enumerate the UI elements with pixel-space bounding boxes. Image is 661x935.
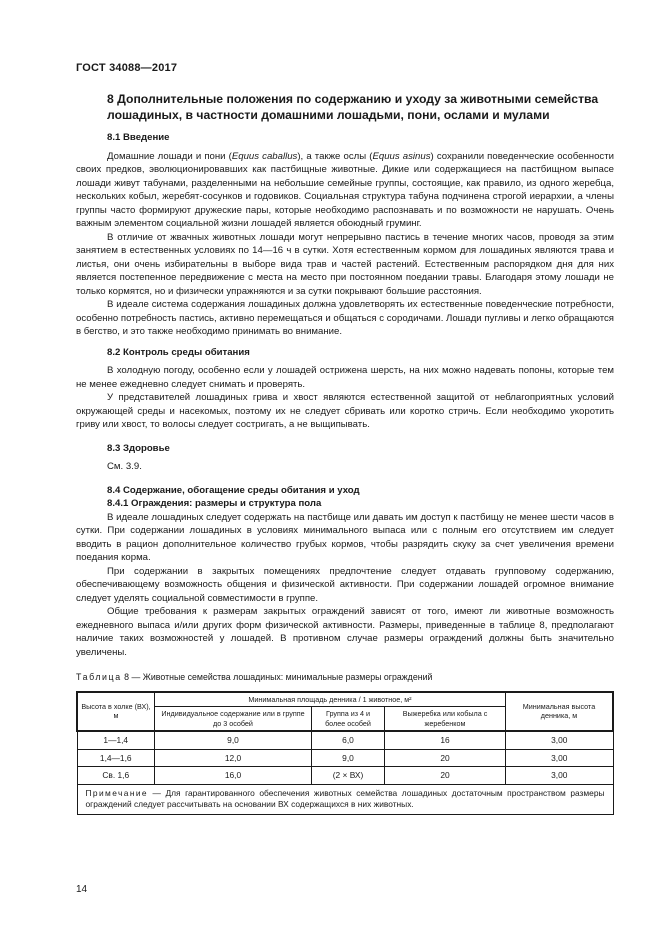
latin-name-donkey: Equus asinus [372, 150, 431, 162]
paragraph-8-1-2: В отличие от жвачных животных лошади могут непрерывно пастись в течение многих часов, проводя за этим занятием в естественных условиях по 14—16 ч в сутки. Хотя естественным кормом для лошадиных являются трава и листья, они очень избирательны в выборе вида трав и частей растений. Естественным распорядком дня для них является постепенное передвижение с места на место при постоянном поедании травы. Благодаря этому лошади не только кормятся, но и физически упражняются и за сутки покрывают большие расстояния. [76, 231, 614, 297]
paragraph-8-4-1: В идеале лошадиных следует содержать на пастбище или давать им доступ к пастбищу не менее шести часов в сутки. При содержании лошадиных в условиях минимального выпаса или с полным его отсутствием им следует вводить в рацион дополнительное количество грубых кормов, чтобы разрядить скуку за счет увеличения времени поедания корма. [76, 511, 614, 563]
paragraph-8-3-1: См. 3.9. [107, 461, 142, 472]
header-height: Высота в холке (ВХ), м [77, 692, 155, 732]
paragraph-8-2-2: У представителей лошадиных грива и хвост являются естественной защитой от неблагоприятных условий окружающей среды и насекомых, поэтому их не следует сбривать или коротко стричь. Если необходимо укоротить гриву или хвост, то волосы следует состригать, а не выщипывать. [76, 392, 614, 430]
cell-individual: 16,0 [155, 767, 312, 785]
header-group: Группа из 4 и более особей [312, 707, 385, 732]
heading-8-3: 8.3 Здоровье [107, 442, 170, 454]
enclosure-size-table [76, 691, 614, 815]
text-run: ), а также ослы ( [297, 150, 373, 162]
document-code-header: ГОСТ 34088—2017 [76, 62, 178, 74]
table-note-text: — Для гарантированного обеспечения животных семейства лошадиных достаточным пространством размеры ограждений следует рассчитывать на основании ВХ содержащихся в них животных. [85, 787, 605, 809]
paragraph-8-1-3: В идеале система содержания лошадиных должна удовлетворять их естественные поведенческие потребности, особенно потребность пастись, активно перемещаться и общаться с сородичами. Лошади пугливы и легко обращаются в бегство, и это также необходимо принимать во внимание. [76, 299, 614, 337]
header-foaling: Выжеребка или кобыла с жеребенком [385, 707, 506, 732]
paragraph-8-4-3: Общие требования к размерам закрытых ограждений зависят от того, имеют ли животные возможность ежедневного выпаса и/или других форм физической активности. Размеры, приведенные в таблице 8, предполагают наличие таких возможностей у лошадей. В противном случае размеры ограждений должны быть значительно увеличены. [76, 606, 614, 658]
table-note-label: Примечание [85, 787, 148, 798]
cell-group: 6,0 [312, 731, 385, 749]
page-content [76, 92, 614, 815]
heading-8-1: 8.1 Введение [107, 132, 170, 143]
cell-group: 9,0 [312, 749, 385, 767]
header-area-group: Минимальная площадь денника / 1 животное, м² [155, 692, 506, 707]
cell-height: Св. 1,6 [77, 767, 155, 785]
page-number: 14 [76, 884, 88, 895]
heading-8-4-1: 8.4.1 Ограждения: размеры и структура пола [107, 498, 322, 509]
heading-8-2: 8.2 Контроль среды обитания [107, 346, 250, 358]
paragraph-8-1-1 [76, 150, 614, 231]
table-caption [76, 671, 614, 685]
table-note [77, 784, 613, 814]
cell-individual: 12,0 [155, 749, 312, 767]
cell-group: (2 × ВХ) [312, 767, 385, 785]
latin-name-horse: Equus caballus [231, 150, 298, 162]
cell-individual: 9,0 [155, 731, 312, 749]
header-individual: Индивидуальное содержание или в группе до 3 особей [155, 707, 312, 732]
table-row [77, 767, 613, 785]
cell-min-height: 3,00 [506, 749, 614, 767]
table-row [77, 749, 613, 767]
cell-min-height: 3,00 [506, 731, 614, 749]
cell-height: 1,4—1,6 [77, 749, 155, 767]
cell-min-height: 3,00 [506, 767, 614, 785]
paragraph-8-4-2: При содержании в закрытых помещениях предпочтение следует отдавать групповому содержанию, обеспечивающему возможность общения и физической активности. При содержании лошадей огромное внимание следует уделять социальной совместимости в группе. [76, 565, 614, 604]
paragraph-8-2-1: В холодную погоду, особенно если у лошадей острижена шерсть, на них можно надевать попоны, которые тем не менее ежедневно следует снимать и проверять. [76, 365, 614, 390]
header-min-height: Минимальная высота денника, м [506, 692, 614, 732]
cell-foaling: 20 [385, 767, 506, 785]
text-run: ) сохранили поведенческие особенности своих предков, эволюционировавших как пастбищные животные. Дикие или содержащиеся на пастбищном выпасе лошади живут табунами, разделенными на небольшие семейные группы, состоящие, как правило, из одного жеребца, нескольких кобыл, жеребят-сосунков и годовиков. Социальная структура табуна подчинена строгой иерархии, а члены группы часто формируют дружеские пары, которые необходимо распознавать и по возможности не нарушать. Очень важным элементом социальной жизни лошадей является обоюдный груминг. [76, 150, 614, 229]
table-caption-number: 8 [124, 672, 130, 682]
cell-foaling: 16 [385, 731, 506, 749]
cell-height: 1—1,4 [77, 731, 155, 749]
cell-foaling: 20 [385, 749, 506, 767]
table-row [77, 731, 613, 749]
text-run: Домашние лошади и пони ( [107, 150, 232, 162]
heading-8-4: 8.4 Содержание, обогащение среды обитания и уход [107, 484, 360, 496]
table-caption-label: Таблица [76, 672, 122, 682]
section-title: 8 Дополнительные положения по содержанию и уходу за животными семейства лошадиных, в частности домашними лошадьми, пони, ослами и мулами [107, 92, 599, 122]
table-caption-text: — Животные семейства лошадиных: минимальные размеры ограждений [131, 672, 433, 682]
